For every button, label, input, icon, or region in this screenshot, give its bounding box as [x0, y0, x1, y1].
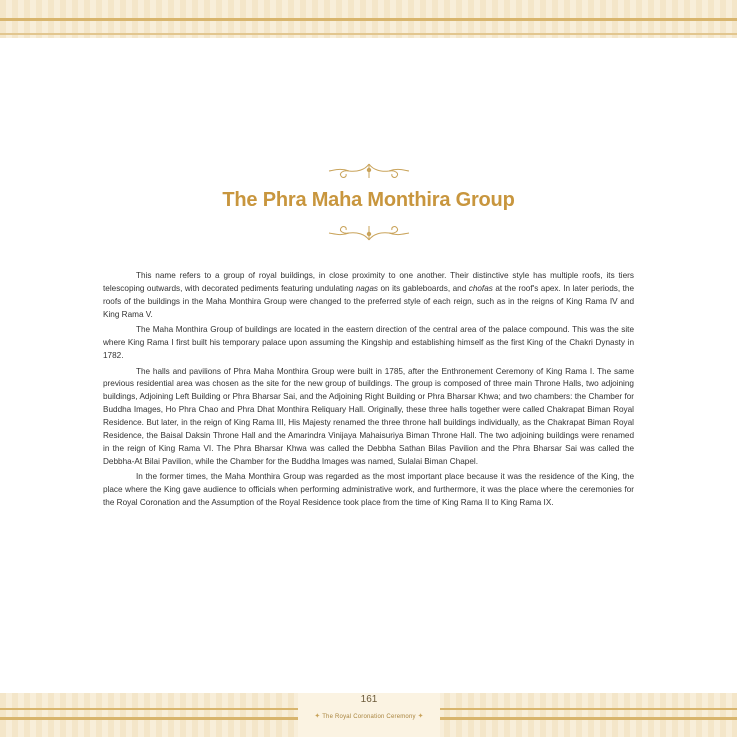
top-border-band: [0, 0, 737, 38]
top-border-line: [0, 18, 737, 21]
page-number: 161: [360, 694, 378, 705]
footer-caption-text: The Royal Coronation Ceremony: [322, 714, 416, 720]
ornament-scroll-icon: [327, 160, 411, 182]
paragraph: In the former times, the Maha Monthira Group was regarded as the most important place because it was the residence of the King, the place where the King gave audience to officials when performing administrative work, and furthermore, it was the place where the ceremonies for the Royal Coronation and the Assumption of the Royal Residence took place from the time of King Rama II to King Rama IX.: [103, 472, 634, 508]
bottom-border-band: [0, 693, 737, 737]
paragraph-text: on its gableboards, and: [378, 283, 469, 293]
body-text: [103, 270, 634, 513]
footer: [298, 693, 440, 737]
star-icon: ✦: [417, 713, 424, 720]
paragraph: The Maha Monthira Group of buildings are located in the eastern direction of the central area of the palace compound. This was the site where King Rama I first built his temporary palace upon assuming the Kingship and establishing himself as the first King of the Chakri Dynasty in 1782.: [103, 325, 634, 361]
emphasis-nagas: nagas: [355, 283, 379, 293]
star-icon: ✦: [314, 713, 321, 720]
top-border-line-thin: [0, 33, 737, 35]
footer-caption: [298, 712, 440, 720]
emphasis-chofas: chofas: [468, 283, 493, 293]
ornament-scroll-icon: [327, 222, 411, 244]
paragraph: The halls and pavilions of Phra Maha Monthira Group were built in 1785, after the Enthronement Ceremony of King Rama I. The same previous residential area was chosen as the site for the new group of buildings. The group is composed of three main Throne Halls, two adjoining buildings, Adjoining Left Building or Phra Bharsar Sai, and the Adjoining Right Building or Phra Bharsar Khwa; and two chambers: the Chamber for Buddha Images, Ho Phra Chao and Phra Dhat Monthira Reliquary Hall. Originally, these three halls together were called Chakrapat Biman Royal Residence. But later, in the reign of King Rama III, His Majesty renamed the three throne hall buildings individually, as the Chakrapat Biman Royal Residence, the Baisal Daksin Throne Hall and the Amarindra Vinijaya Mahaisuriya Biman Throne Hall. The two adjoining buildings were renamed in the reign of King Rama VI. The Phra Bharsar Khwa was called the Debbha Sathan Bilas Pavilion and the Phra Bharsar Sai was called the Debbha-At Bilai Pavilion, while the Chamber for the Buddha Images was named, Sulalai Biman Chapel.: [103, 366, 634, 466]
page-title: The Phra Maha Monthira Group: [222, 189, 515, 211]
paragraph-text: This name refers to a group of royal buildings, in close proximity to one another. Their distinctive style has multiple roofs, its tiers telescoping outwards, with decorated pediments featuring undulating: [103, 271, 634, 293]
paragraph: [103, 270, 634, 322]
paragraph-text: at the roof's apex. In later periods, the roofs of the buildings in the Maha Monthira Group were changed to the preferred style of each reign, such as in the reigns of King Rama IV and King Rama V.: [103, 283, 634, 319]
